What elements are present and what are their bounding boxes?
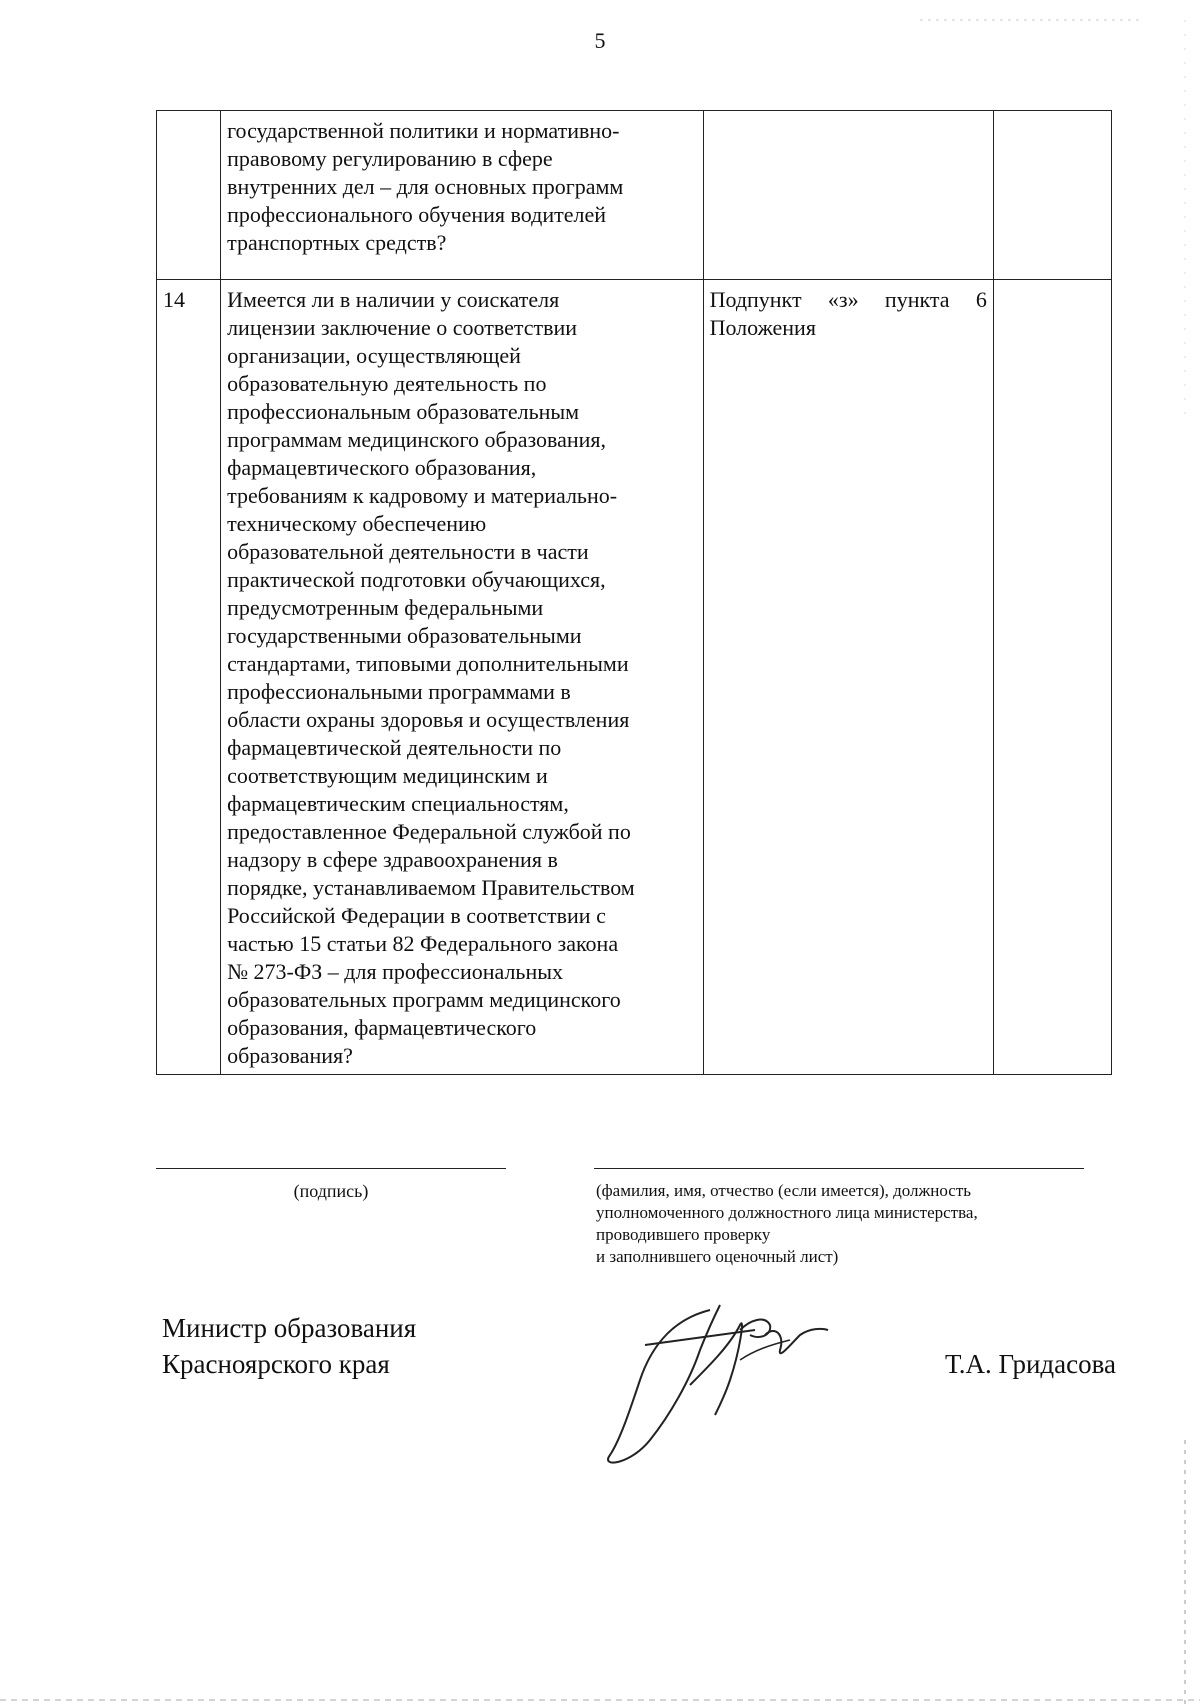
signer-name: Т.А. Гридасова [945,1349,1116,1379]
name-caption: (фамилия, имя, отчество (если имеется), должность уполномоченного должностного лица министерства, проводившего проверку и заполнившего оценочный лист) [596,1181,978,1266]
signature-caption: (подпись) [293,1181,369,1201]
question-cell: Имеется ли в наличии у соискателя лицензии заключение о соответствии организации, осуществляющей образовательную деятельность по профессиональным образовательным программам медицинского образования, фармацевтического образования, требованиям к кадровому и материально- техническому обеспечению образовательной деятельности в части практической подготовки обучающихся, предусмотренным федеральными государственными образовательными стандартами, типовыми дополнительными профессиональными программами в области охраны здоровья и осуществления фармацевтической деятельности по соответствующим медицинским и фармацевтическим специальностям, предоставленное Федеральной службой по надзору в сфере здравоохранения в порядке, устанавливаемом Правительством Российской Федерации в соответствии с частью 15 статьи 82 Федерального закона № 273-ФЗ – для профессиональных образовательных программ медицинского образования, фармацевтического образования? [221,280,704,1075]
page-number: 5 [594,28,606,53]
question-cell: государственной политики и нормативно- правовому регулированию в сфере внутренних дел – для основных программ профессионального обучения водителей транспортных средств? [221,111,704,280]
reference-cell: Подпункт «з» пункта 6 Положения [703,280,993,1075]
row-number-cell: 14 [157,280,221,1075]
signer-position: Министр образования Красноярского края [162,1313,417,1379]
